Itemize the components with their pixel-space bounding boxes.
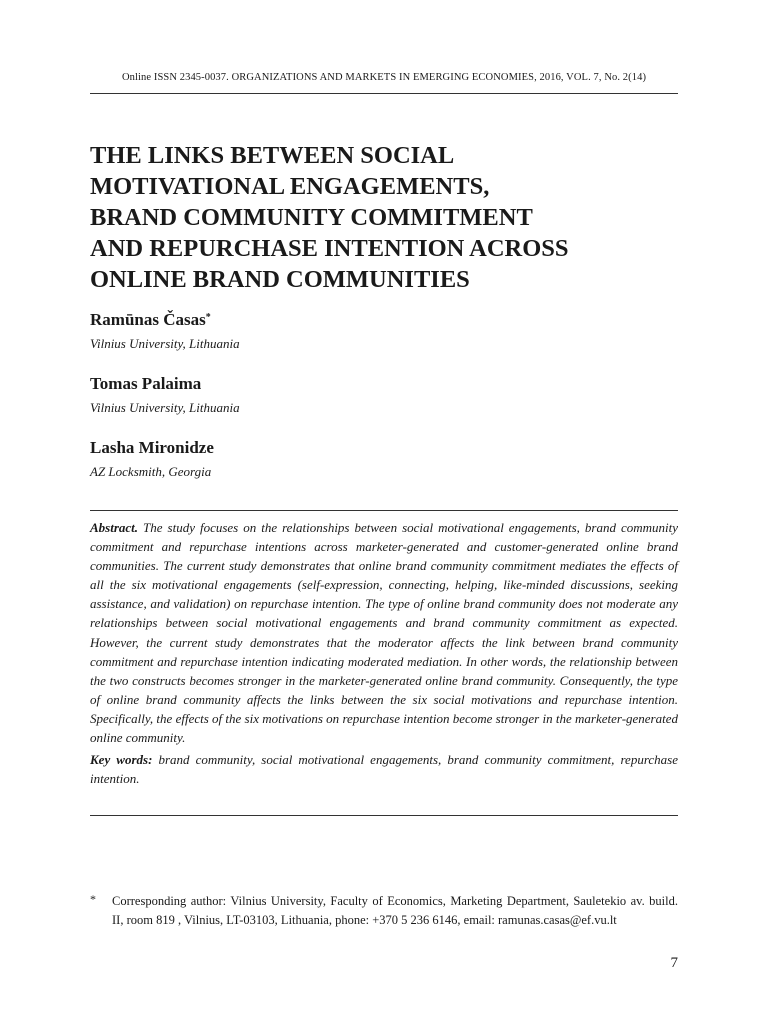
corresponding-marker: * (205, 312, 211, 323)
footnote (90, 892, 678, 929)
page-number: 7 (670, 955, 678, 971)
author-block (90, 310, 650, 353)
footnote-marker: * (90, 892, 96, 906)
keywords-label: Key words: (90, 752, 153, 768)
author-name-text: Tomas Palaima (90, 374, 202, 393)
author-name-text: Ramūnas Časas (90, 310, 206, 329)
author-name (90, 374, 650, 394)
author-name (90, 438, 650, 458)
paper-title (90, 140, 678, 295)
title-line: THE LINKS BETWEEN SOCIAL (90, 142, 455, 169)
author-affiliation: AZ Locksmith, Georgia (90, 464, 212, 479)
author-block (90, 438, 650, 481)
title-line: MOTIVATIONAL ENGAGEMENTS, (90, 173, 490, 200)
author-affiliation: Vilnius University, Lithuania (90, 400, 240, 415)
abstract (90, 518, 678, 788)
keywords-text: brand community, social motivational engagements, brand community commitment, repurchase intention. (90, 752, 678, 787)
author-name (90, 310, 650, 330)
abstract-text: The study focuses on the relationships between social motivational engagements, brand community commitment and repurchase intentions across marketer-generated and customer-generated online brand communities. The current study demonstrates that online brand community commitment mediates the effects of all the six motivational engagements (self-expression, connecting, helping, like-minded discussions, seeking assistance, and validation) on repurchase intention. The type of online brand community does not moderate any relationships between social motivational engagements and brand community commitment as expected. However, the current study demonstrates that the moderator affects the link between brand community commitment and repurchase intention indicating moderated mediation. In other words, the relationship between the two constructs becomes stronger in the marketer-generated online brand community. Consequently, the type of online brand community affects the links between the six social motivations and repurchase intention. Specifically, the effects of the six motivations on repurchase intention become stronger in the marketer-generated online community. (90, 520, 679, 746)
abstract-bottom-rule (90, 815, 678, 816)
footnote-text: Corresponding author: Vilnius University, Faculty of Economics, Marketing Department, Sauletekio av. build. II, room 819 , Vilnius, LT-03103, Lithuania, phone: +370 5 236 6146, email: ramunas.casas@ef.vu.lt (112, 894, 678, 927)
title-line: ONLINE BRAND COMMUNITIES (90, 266, 470, 293)
author-block (90, 374, 650, 417)
keywords-paragraph (90, 750, 678, 788)
author-affiliation: Vilnius University, Lithuania (90, 336, 240, 351)
abstract-label: Abstract. (90, 520, 139, 535)
running-head: Online ISSN 2345-0037. ORGANIZATIONS AND MARKETS IN EMERGING ECONOMIES, 2016, VOL. 7, No. 2(14) (121, 72, 647, 83)
header-rule (90, 93, 678, 94)
title-line: BRAND COMMUNITY COMMITMENT (90, 204, 533, 231)
title-line: AND REPURCHASE INTENTION ACROSS (90, 235, 569, 262)
author-name-text: Lasha Mironidze (90, 438, 214, 457)
abstract-top-rule (90, 510, 678, 511)
abstract-paragraph (90, 518, 678, 747)
